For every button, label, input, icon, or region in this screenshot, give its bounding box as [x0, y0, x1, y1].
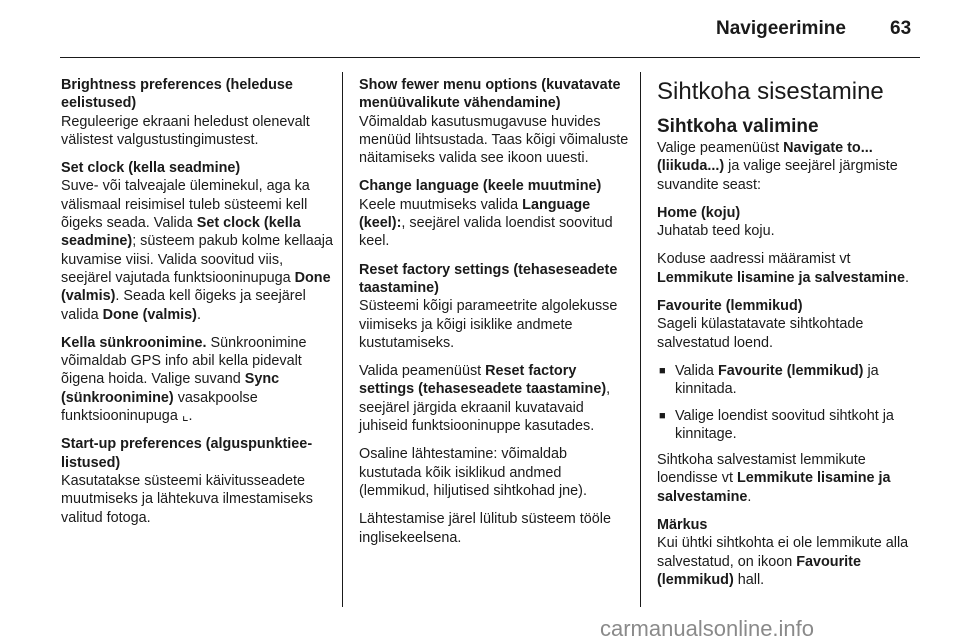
set-clock-heading: Set clock (kella seadmine) — [61, 160, 241, 177]
section-startup — [61, 435, 333, 526]
fewer-menu-text: Võimaldab kasutusmugavuse huvides menüüd lihtsustada. Taas kõigi võimaluste näitamiseks valida see ikoon uuesti. — [359, 113, 629, 167]
section-clock-sync — [61, 334, 333, 425]
after-reset — [359, 510, 631, 547]
reset-instructions — [359, 362, 631, 435]
reset-instructions-text-2: , seejärel järgida ekraanil kuvatavaid juhiseid funktsiooninuppe kasutades. — [359, 381, 611, 435]
column-right — [657, 76, 929, 599]
favourite-heading: Favourite (lemmikud) — [657, 298, 803, 315]
note-heading: Märkus — [657, 517, 708, 534]
section-fewer-menu — [359, 76, 631, 167]
section-home — [657, 204, 929, 241]
bullet1-bold: Favourite (lemmikud) — [717, 362, 864, 379]
column-divider-2 — [640, 72, 641, 607]
save-ref-text-2: . — [747, 488, 752, 505]
column-middle — [359, 76, 631, 557]
clock-sync-text-2: vasakpoolse funktsiooninupuga ⌞. — [61, 389, 258, 425]
brightness-text: Reguleerige ekraani heledust olenevalt välistest valgustustingimustest. — [61, 113, 310, 148]
set-clock-text-4: . — [196, 306, 201, 323]
home-address-text-1: Koduse aadressi määramist vt — [657, 251, 851, 268]
home-text: Juhatab teed koju. — [657, 223, 775, 240]
after-reset-text: Lähtestamise järel lülitub süsteem tööle inglisekeelsena. — [359, 511, 611, 546]
home-address-text-2: . — [904, 269, 909, 286]
section-title: Sihtkoha sisestamine — [657, 78, 884, 105]
note-block — [657, 516, 929, 589]
startup-heading: Start-up preferences (alguspunktieelistused) — [61, 436, 313, 471]
partial-reset-text: Osaline lähtestamine: võimaldab kustutada kõik isiklikud andmed (lemmikud, hiljutised sihtkohad jne). — [359, 446, 587, 499]
clock-sync-text-1: Sünkroonimine võimaldab GPS info abil kella pidevalt õigena hoida. Valige suvand — [61, 334, 307, 388]
header-rule — [60, 57, 920, 58]
change-language-text-1: Keele muutmiseks valida — [359, 196, 523, 213]
save-ref-bold: Lemmikute lisamine ja salvestamine — [657, 470, 891, 505]
section-set-clock — [61, 159, 333, 324]
partial-reset — [359, 445, 631, 500]
section-change-language — [359, 177, 631, 250]
list-item — [657, 407, 929, 444]
save-ref-text-1: Sihtkoha salvestamist lemmikute loendisse vt — [657, 452, 866, 487]
note-text-2: hall. — [733, 571, 765, 588]
change-language-text-2: , seejärel valida loendist soovitud keel. — [359, 215, 613, 250]
set-clock-text-2: ; süsteem pakub kolme kellaaja kuvamise viisi. Valida soovitud viis, seejärel vajutada funktsiooninupuga — [61, 233, 333, 286]
section-reset-factory — [359, 261, 631, 352]
intro-text-2: ja valige seejärel järgmiste suvandite seast: — [657, 158, 898, 193]
home-heading: Home (koju) — [657, 204, 741, 221]
set-clock-bold-1: Set clock (kella seadmine) — [61, 215, 301, 250]
intro-bold: Navigate to... (liikuda...) — [657, 140, 873, 175]
reset-factory-text: Süsteemi kõigi parameetrite algolekusse viimiseks ja kõigi isiklike andmete kustutamiseks. — [359, 298, 618, 351]
brightness-heading: Brightness preferences (heleduse eelistused) — [61, 77, 293, 112]
intro-text-1: Valige peamenüüst — [657, 140, 784, 156]
intro-paragraph — [657, 139, 929, 194]
change-language-heading: Change language (keele muutmine) — [359, 178, 602, 195]
save-favourites-ref — [657, 451, 929, 506]
note-bold: Favourite (lemmikud) — [657, 553, 861, 588]
bullet-square-icon: ■ — [659, 409, 666, 422]
page-number: 63 — [890, 18, 912, 39]
startup-text: Kasutatakse süsteemi käivitusseadete muutmiseks ja lähtekuva ilmestamiseks valitud fotoga. — [61, 472, 313, 526]
column-left — [61, 76, 333, 537]
bullet1-text-2: ja kinnitada. — [675, 362, 879, 398]
list-item-text: Valige loendist soovitud sihtkoht ja kinnitage. — [675, 407, 894, 442]
list-item — [657, 362, 929, 399]
reset-factory-heading: Reset factory settings (tehaseseadete taastamine) — [359, 261, 618, 296]
header-title: Navigeerimine — [716, 18, 846, 39]
note-text-1: Kui ühtki sihtkohta ei ole lemmikute alla salvestatud, on ikoon — [657, 535, 909, 570]
set-clock-bold-2: Done (valmis) — [61, 269, 331, 305]
bullet1-text-1: Valida — [675, 362, 718, 379]
section-favourite — [657, 297, 929, 352]
fewer-menu-heading: Show fewer menu options (kuvatavate menüüvalikute vähendamine) — [359, 77, 621, 112]
list-item-text — [675, 362, 929, 399]
home-address-ref — [657, 250, 929, 287]
watermark: carmanualsonline.info — [600, 616, 815, 641]
bullet-square-icon: ■ — [659, 364, 666, 377]
reset-instructions-text-1: Valida peamenüüst — [359, 363, 486, 380]
set-clock-text-3: . Seada kell õigeks ja seejärel valida — [61, 288, 306, 323]
reset-instructions-bold: Reset factory settings (tehaseseadete taastamine) — [359, 363, 607, 398]
clock-sync-lead: Kella sünkroonimine. — [61, 334, 207, 351]
set-clock-bold-3: Done (valmis) — [102, 306, 197, 323]
home-address-bold: Lemmikute lisamine ja salvestamine — [657, 269, 905, 286]
clock-sync-bold: Sync (sünkroonimine) — [61, 371, 280, 406]
column-divider-1 — [342, 72, 343, 607]
favourite-text: Sageli külastatavate sihtkohtade salvestatud loend. — [657, 316, 864, 351]
change-language-bold: Language (keel): — [359, 196, 591, 232]
subsection-title: Sihtkoha valimine — [657, 116, 819, 137]
set-clock-text-1: Suve- või talveajale üleminekul, aga ka välismaal reisimisel tuleb süsteemi kell õigeks seada. Valida — [61, 178, 310, 232]
section-brightness — [61, 76, 333, 149]
